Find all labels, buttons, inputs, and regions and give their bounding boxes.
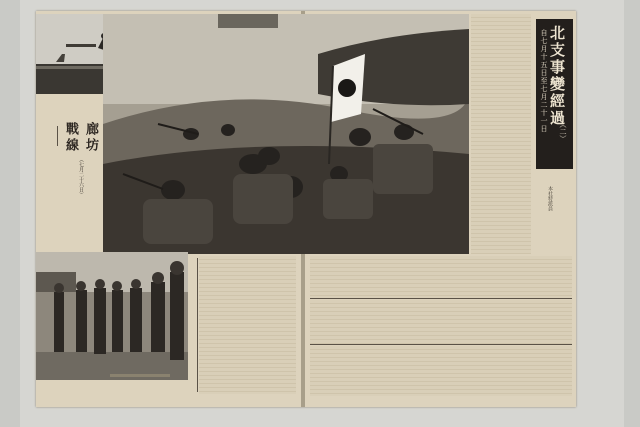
article-date-range: 自七月十五日至七月二十一日 <box>540 29 548 133</box>
side-feature-title <box>63 122 106 202</box>
side-title-line-a: 廊坊 <box>83 122 98 154</box>
right-page-text-upper <box>471 14 531 254</box>
left-page-text-column <box>199 256 296 394</box>
photo-caption-bar <box>110 374 170 377</box>
article-title: 北支事變經過 <box>548 25 566 127</box>
article-credit: 本社特派員 <box>547 186 553 211</box>
right-page-text-lower-c <box>310 346 572 396</box>
right-page-text-lower-b <box>310 300 572 344</box>
right-page-text-lower-a <box>310 256 572 298</box>
article-title-box <box>536 19 573 169</box>
left-page-column-rule <box>197 258 198 392</box>
side-title-line-b: 戰線 <box>63 122 78 154</box>
photo-soldiers-standing <box>36 252 188 380</box>
article-title-number: （二） <box>559 121 567 142</box>
right-page-rule-1 <box>310 298 572 299</box>
right-page-rule-2 <box>310 344 572 345</box>
photo-battlefield <box>103 14 469 254</box>
side-title-rule <box>57 126 58 146</box>
side-title-note: （七月二十六日） <box>78 157 84 197</box>
